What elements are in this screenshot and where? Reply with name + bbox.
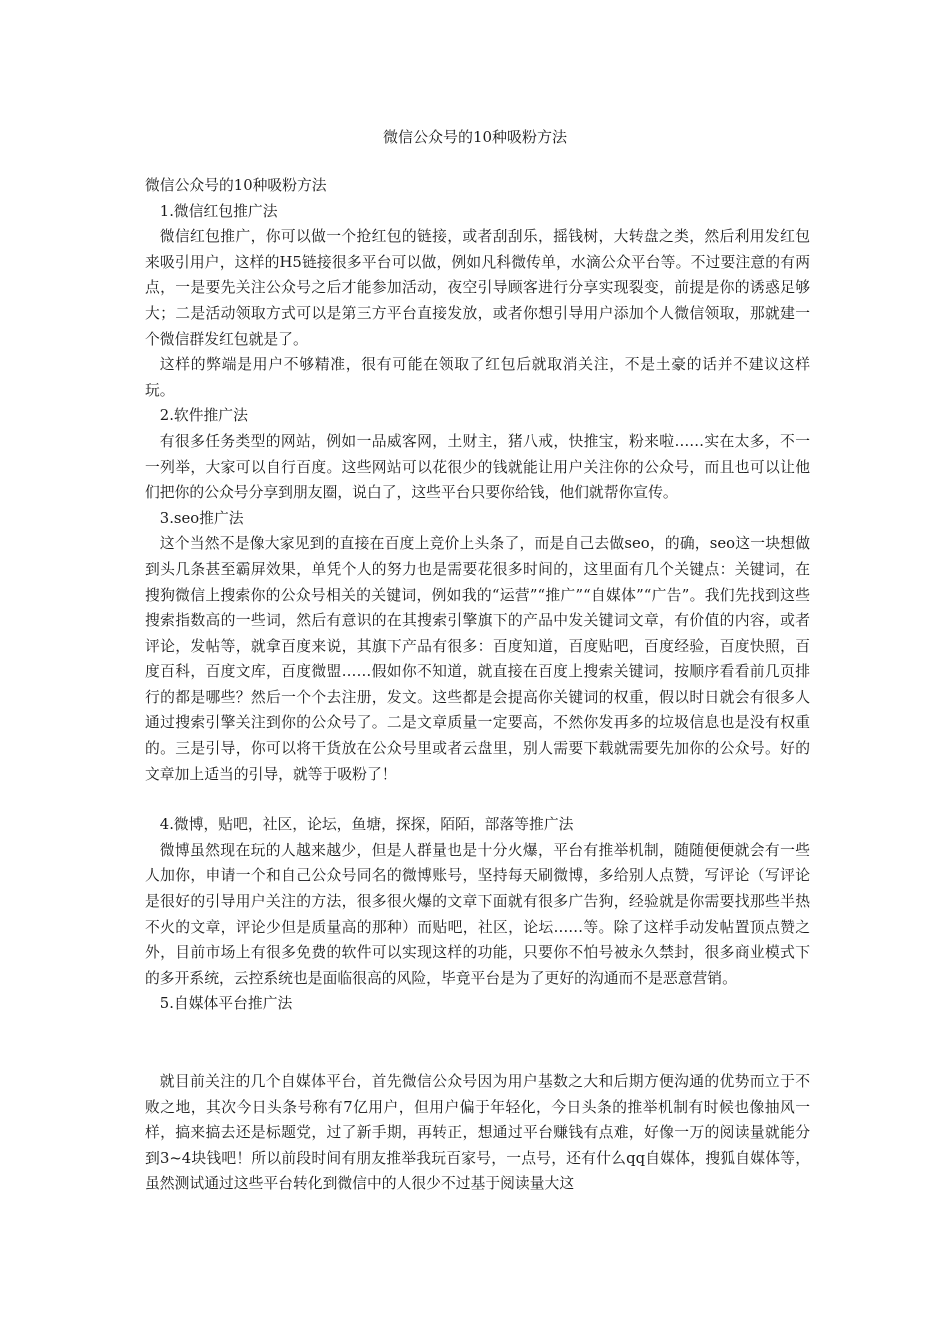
paragraph: 微博虽然现在玩的人越来越少，但是人群量也是十分火爆，平台有推举机制，随随便便就会有一些人加你，申请一个和自己公众号同名的微博账号，坚持每天刷微博，多给别人点赞，写评论（写评论是很好的引导用户关注的方法，很多很火爆的文章下面就有很多广告狗，经验就是你需要找那些半热不火的文章，评论少但是质量高的那种）而贴吧，社区，论坛……等。除了这样手动发帖置顶点赞之外，目前市场上有很多免费的软件可以实现这样的功能，只要你不怕号被永久禁封，很多商业模式下的多开系统，云控系统也是面临很高的风险，毕竟平台是为了更好的沟通而不是恶意营销。 xyxy=(145,841,810,987)
section-heading-1: 1.微信红包推广法 xyxy=(159,202,278,220)
document-body xyxy=(145,173,810,1197)
subtitle: 微信公众号的10种吸粉方法 xyxy=(145,177,327,194)
section-heading-3: 3.seo推广法 xyxy=(159,509,244,527)
document-title: 微信公众号的10种吸粉方法 xyxy=(382,128,568,146)
blank-line xyxy=(145,787,810,812)
paragraph: 这个当然不是像大家见到的直接在百度上竞价上头条了，而是自己去做seo，的确，seo这一块想做到头几条甚至霸屏效果，单凭个人的努力也是需要花很多时间的，这里面有几个关键点：关键词，在搜狗微信上搜索你的公众号相关的关键词，例如我的“运营”“推广”“自媒体”“广告”。我们先找到这些搜索指数高的一些词，然后有意识的在其搜索引擎旗下的产品中发关键词文章，有价值的内容，或者评论，发帖等，就拿百度来说，其旗下产品有很多：百度知道，百度贴吧，百度经验，百度快照，百度百科，百度文库，百度微盟……假如你不知道，就直接在百度上搜索关键词，按顺序看看前几页排行的都是哪些？然后一个个去注册，发文。这些都是会提高你关键词的权重，假以时日就会有很多人通过搜索引擎关注到你的公众号了。二是文章质量一定要高，不然你发再多的垃圾信息也是没有权重的。三是引导，你可以将干货放在公众号里或者云盘里，别人需要下载就需要先加你的公众号。好的文章加上适当的引导，就等于吸粉了！ xyxy=(145,535,810,783)
paragraph: 微信红包推广，你可以做一个抢红包的链接，或者刮刮乐，摇钱树，大转盘之类，然后利用发红包来吸引用户，这样的H5链接很多平台可以做，例如凡科微传单，水滴公众平台等。不过要注意的有两点，一是要先关注公众号之后才能参加活动，夜空引导顾客进行分享实现裂变，前提是你的诱惑足够大；二是活动领取方式可以是第三方平台直接发放，或者你想引导用户添加个人微信领取，那就建一个微信群发红包就是了。 xyxy=(145,228,810,348)
paragraph: 有很多任务类型的网站，例如一品威客网，土财主，猪八戒，快推宝，粉来啦……实在太多，不一一列举，大家可以自行百度。这些网站可以花很少的钱就能让用户关注你的公众号，而且也可以让他们把你的公众号分享到朋友圈，说白了，这些平台只要你给钱，他们就帮你宣传。 xyxy=(145,432,810,502)
section-heading-2: 2.软件推广法 xyxy=(159,407,248,425)
paragraph: 这样的弊端是用户不够精准，很有可能在领取了红包后就取消关注，不是土豪的话并不建议这样玩。 xyxy=(145,356,810,399)
paragraph: 就目前关注的几个自媒体平台，首先微信公众号因为用户基数之大和后期方便沟通的优势而立于不败之地，其次今日头条号称有7亿用户，但用户偏于年轻化，今日头条的推举机制有时候也像抽风一样，搞来搞去还是标题党，过了新手期，再转正，想通过平台赚钱有点难，好像一万的阅读量就能分到3~4块钱吧！所以前段时间有朋友推举我玩百家号，一点号，还有什么qq自媒体，搜狐自媒体等，虽然测试通过这些平台转化到微信中的人很少不过基于阅读量大这 xyxy=(145,1073,810,1193)
blank-space xyxy=(145,1017,810,1069)
section-heading-4: 4.微博，贴吧，社区，论坛，鱼塘，探探，陌陌，部落等推广法 xyxy=(159,816,574,834)
section-heading-5: 5.自媒体平台推广法 xyxy=(159,995,293,1013)
